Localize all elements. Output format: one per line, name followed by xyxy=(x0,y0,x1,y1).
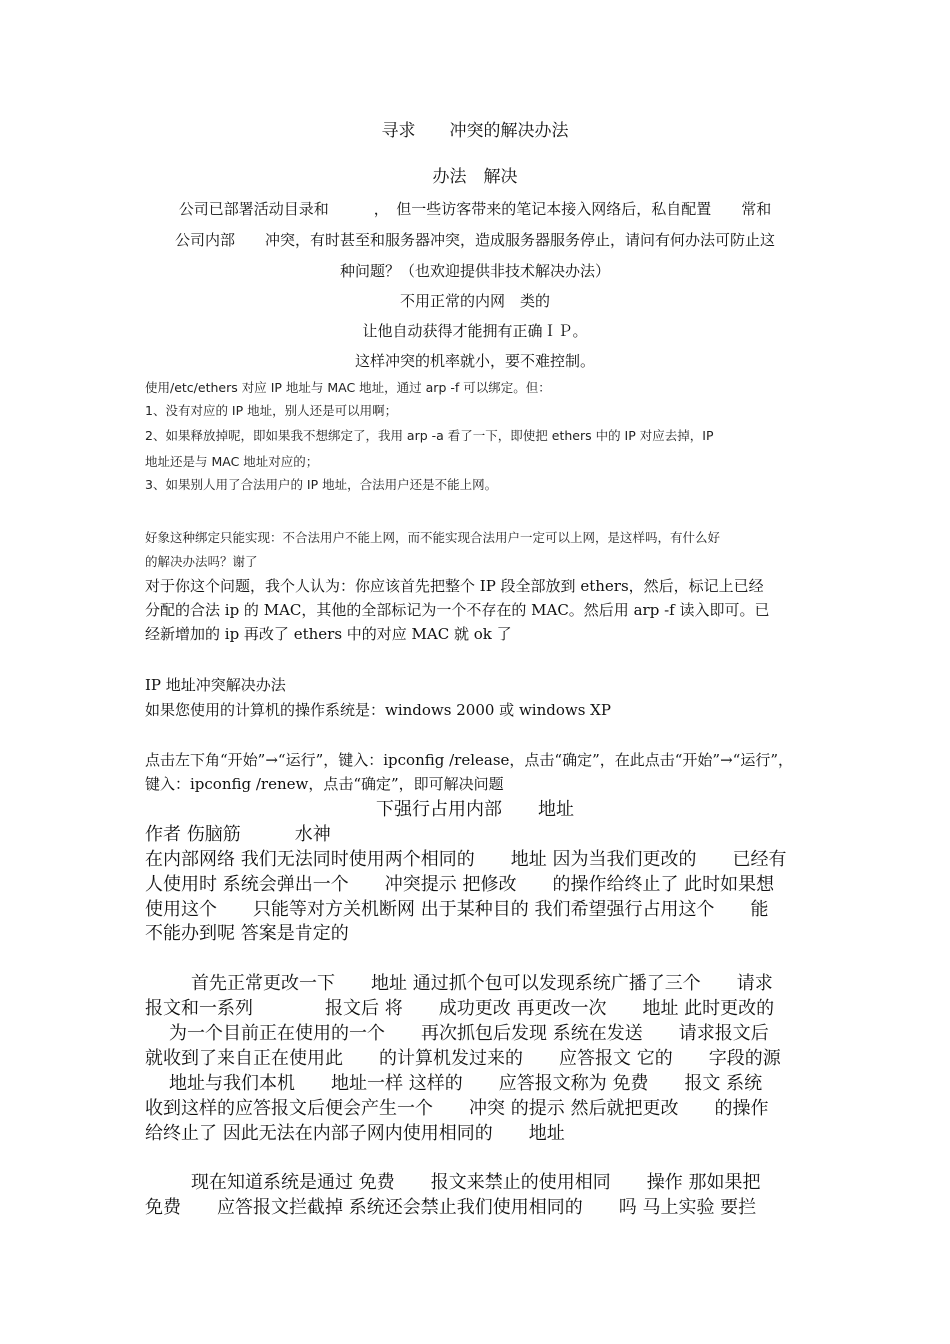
ethers-line: 3、如果别人用了合法用户的 IP 地址，合法用户还是不能上网。 xyxy=(145,477,498,492)
reply-line: 对于你这个问题，我个人认为：你应该首先把整个 IP 段全部放到 ethers，然后，标记上已经 xyxy=(145,577,764,595)
step-line: 点击左下角“开始”→“运行”，键入：ipconfig /release，点击“确定”，在此点击“开始”→“运行”， xyxy=(145,751,793,769)
article-line: 现在知道系统是通过 免费 报文来禁止的使用相同 操作 那如果把 xyxy=(191,1172,761,1193)
question-line: 公司内部 冲突，有时甚至和服务器冲突，造成服务器服务停止，请问有何办法可防止这 xyxy=(174,231,775,249)
answer-line: 不用正常的内网 类的 xyxy=(399,292,550,310)
article-line: 不能办到呢 答案是肯定的 xyxy=(145,923,349,944)
article-line: 就收到了来自正在使用此 的计算机发过来的 应答报文 它的 字段的源 xyxy=(145,1048,781,1069)
document-title: 寻求 冲突的解决办法 xyxy=(381,121,569,141)
reply-line: 分配的合法 ip 的 MAC，其他的全部标记为一个不存在的 MAC。然后用 arp -f 读入即可。已 xyxy=(145,601,770,619)
ethers-line: 地址还是与 MAC 地址对应的； xyxy=(145,454,319,469)
section-heading: IP 地址冲突解决办法 xyxy=(145,676,286,694)
article-line: 给终止了 因此无法在内部子网内使用相同的 地址 xyxy=(145,1123,565,1144)
followup-line: 的解决办法吗？谢了 xyxy=(145,554,258,569)
article-line: 免费 应答报文拦截掉 系统还会禁止我们使用相同的 吗 马上实验 要拦 xyxy=(145,1197,757,1218)
article-line: 人使用时 系统会弹出一个 冲突提示 把修改 的操作给终止了 此时如果想 xyxy=(145,874,775,895)
document-subtitle: 办法 解决 xyxy=(432,167,518,187)
ethers-line: 使用/etc/ethers 对应 IP 地址与 MAC 地址，通过 arp -f 可以绑定。但： xyxy=(145,380,551,395)
ethers-line: 1、没有对应的 IP 地址，别人还是可以用啊； xyxy=(145,403,398,418)
article-line: 在内部网络 我们无法同时使用两个相同的 地址 因为当我们更改的 已经有 xyxy=(145,849,787,870)
followup-line: 好象这种绑定只能实现：不合法用户不能上网，而不能实现合法用户一定可以上网，是这样吗，有什么好 xyxy=(145,530,721,545)
article-line: 地址与我们本机 地址一样 这样的 应答报文称为 免费 报文 系统 xyxy=(169,1073,763,1094)
article-title: 下强行占用内部 地址 xyxy=(376,799,574,820)
question-line: 公司已部署活动目录和 ， 但一些访客带来的笔记本接入网络后，私自配置 常和 xyxy=(178,200,772,218)
os-line: 如果您使用的计算机的操作系统是：windows 2000 或 windows XP xyxy=(145,701,611,719)
ethers-line: 2、如果释放掉呢，即如果我不想绑定了，我用 arp -a 看了一下，即使把 ethers 中的 IP 对应去掉，IP xyxy=(145,428,714,443)
article-line: 为一个目前正在使用的一个 再次抓包后发现 系统在发送 请求报文后 xyxy=(169,1023,769,1044)
answer-line: 让他自动获得才能拥有正确ＩＰ。 xyxy=(362,322,588,340)
answer-line: 这样冲突的机率就小，要不难控制。 xyxy=(354,352,595,370)
article-line: 收到这样的应答报文后便会产生一个 冲突 的提示 然后就把更改 的操作 xyxy=(145,1098,769,1119)
article-line: 使用这个 只能等对方关机断网 出于某种目的 我们希望强行占用这个 能 xyxy=(145,899,769,920)
article-line: 报文和一系列 报文后 将 成功更改 再更改一次 地址 此时更改的 xyxy=(145,998,775,1019)
article-line: 首先正常更改一下 地址 通过抓个包可以发现系统广播了三个 请求 xyxy=(191,973,773,994)
reply-line: 经新增加的 ip 再改了 ethers 中的对应 MAC 就 ok 了 xyxy=(145,625,512,643)
article-author: 作者 伤脑筋 水神 xyxy=(145,824,331,845)
question-line: 种问题？（也欢迎提供非技术解决办法） xyxy=(339,262,610,280)
step-line: 键入：ipconfig /renew，点击“确定”，即可解决问题 xyxy=(145,775,504,793)
